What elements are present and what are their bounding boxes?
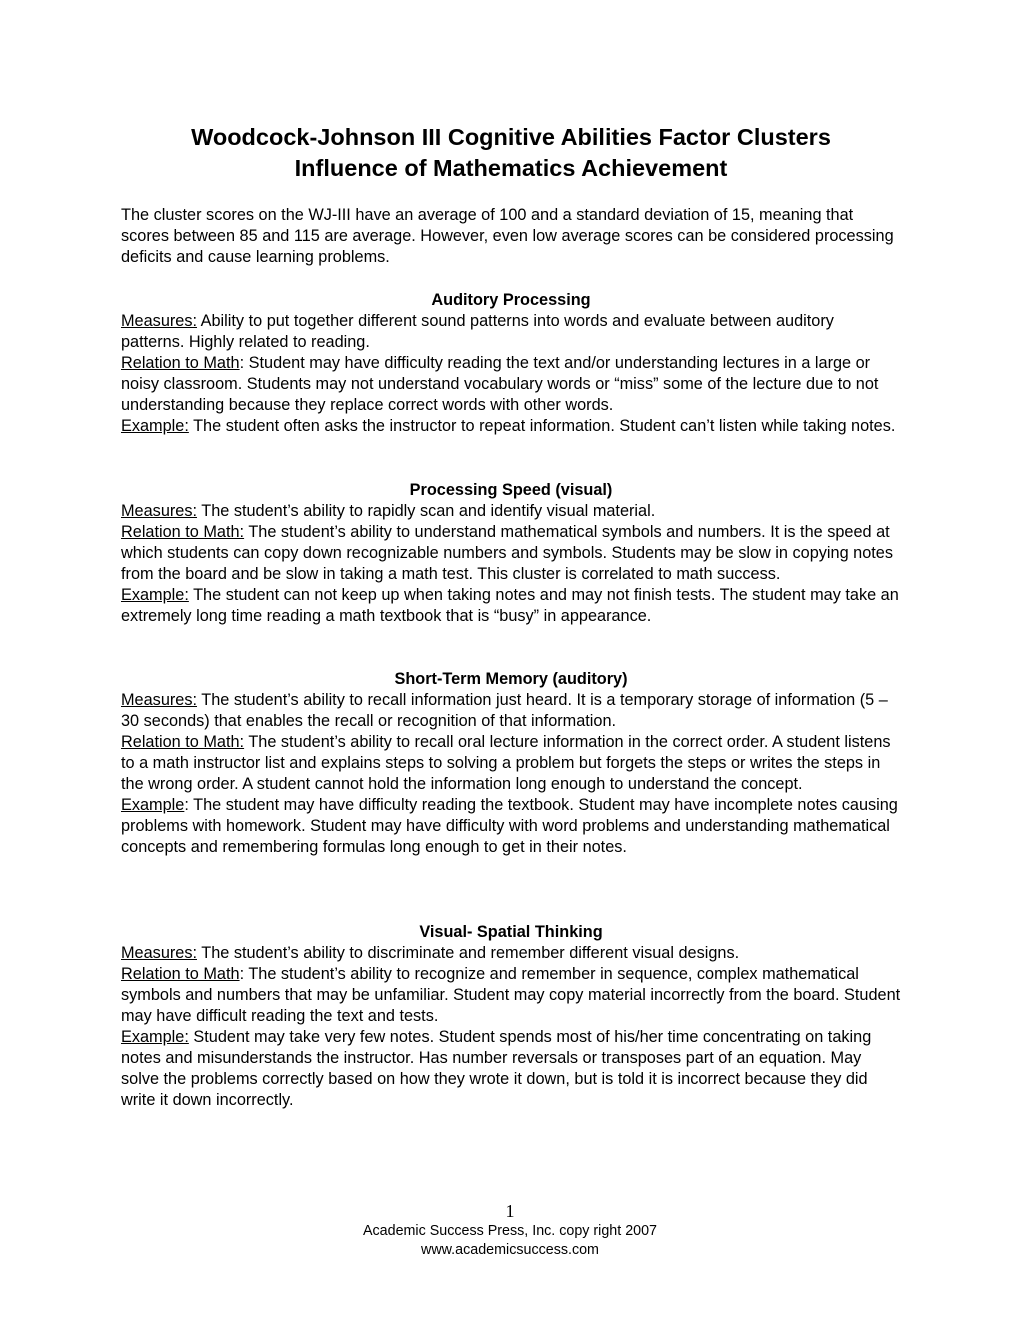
- relation-text: The student’s ability to recognize and remember in sequence, complex mathematical symbols and numbers that may be unfamiliar. Student may copy material incorrectly from the board. Student may have difficult reading the text and tests.: [121, 965, 901, 1025]
- page-footer: [0, 1200, 1020, 1260]
- section-auditory-processing: [121, 290, 901, 437]
- relation-text: Student may have difficulty reading the text and/or understanding lectures in a large or noisy classroom. Students may not understand vocabulary words or “miss” some of the lecture due to not understanding because they replace correct words with other words.: [121, 354, 879, 414]
- example-paragraph: [121, 1027, 901, 1111]
- section-title: Processing Speed (visual): [409, 481, 613, 499]
- relation-text: The student’s ability to understand mathematical symbols and numbers. It is the speed at which students can copy down recognizable numbers and symbols. Students may be slow in copying notes from the board and be slow in taking a math test. This cluster is correlated to math success.: [121, 523, 893, 583]
- example-text: The student often asks the instructor to repeat information. Student can’t listen while taking notes.: [193, 417, 896, 435]
- relation-text: The student’s ability to recall oral lecture information in the correct order. A student listens to a math instructor list and explains steps to solving a problem but forgets the steps or writes the steps in the wrong order. A student cannot hold the information long enough to understand the concept.: [121, 733, 891, 793]
- website-line: www.academicsuccess.com: [421, 1242, 599, 1258]
- example-text: The student can not keep up when taking notes and may not finish tests. The student may take an extremely long time reading a math textbook that is “busy” in appearance.: [121, 586, 899, 625]
- section-processing-speed: [121, 480, 901, 627]
- example-paragraph: Example: The student may have difficulty reading the textbook. Student may have incomplete notes causing problems with homework. Student may have difficulty with word problems and understanding mathematical concepts and remembering formulas long enough to get in their notes.: [121, 796, 898, 856]
- example-text: Student may take very few notes. Student spends most of his/her time concentrating on taking notes and misunderstands the instructor. Has number reversals or transposes part of an equation. May solve the problems correctly based on how they wrote it down, but is told it is incorrect because they did write it down incorrectly.: [121, 1028, 872, 1109]
- relation-label: Relation to Math: [121, 354, 240, 372]
- relation-paragraph: Relation to Math: Student may have difficulty reading the text and/or understanding lectures in a large or noisy classroom. Students may not understand vocabulary words or “miss” some of the lecture due to not understanding because they replace correct words with other words.: [121, 354, 879, 414]
- example-paragraph: [121, 416, 901, 437]
- document-title: [121, 122, 901, 184]
- relation-paragraph: [121, 522, 901, 585]
- relation-label: Relation to Math: [121, 965, 240, 983]
- measures-text: The student’s ability to recall information just heard. It is a temporary storage of information (5 – 30 seconds) that enables the recall or recognition of that information.: [121, 691, 888, 730]
- copyright-line: Academic Success Press, Inc. copy right 2007: [362, 1223, 657, 1239]
- measures-label: Measures:: [121, 691, 198, 709]
- example-label: Example:: [121, 417, 189, 435]
- relation-paragraph: [121, 732, 901, 795]
- title-line-1: Woodcock-Johnson III Cognitive Abilities Factor Clusters: [191, 124, 831, 150]
- example-label: Example:: [121, 586, 189, 604]
- measures-label: Measures:: [121, 502, 198, 520]
- section-title: Short-Term Memory (auditory): [394, 670, 628, 688]
- measures-paragraph: [121, 943, 901, 964]
- measures-label: Measures:: [121, 312, 198, 330]
- section-title: Auditory Processing: [431, 291, 591, 309]
- measures-paragraph: [121, 311, 901, 353]
- example-label: Example: [121, 796, 185, 814]
- measures-text: Ability to put together different sound patterns into words and evaluate between auditory patterns. Highly related to reading.: [121, 312, 834, 351]
- example-label: Example:: [121, 1028, 189, 1046]
- intro-paragraph: The cluster scores on the WJ-III have an average of 100 and a standard deviation of 15, meaning that scores between 85 and 115 are average. However, even low average scores can be considered processing deficits and cause learning problems.: [121, 206, 894, 266]
- measures-text: The student’s ability to discriminate and remember different visual designs.: [201, 944, 740, 962]
- measures-text: The student’s ability to rapidly scan and identify visual material.: [201, 502, 656, 520]
- section-short-term-memory: [121, 669, 901, 858]
- section-visual-spatial-thinking: [121, 922, 901, 1111]
- title-line-2: Influence of Mathematics Achievement: [294, 155, 728, 181]
- example-text: The student may have difficulty reading the textbook. Student may have incomplete notes causing problems with homework. Student may have difficulty with word problems and understanding mathematical concepts and remembering formulas long enough to get in their notes.: [121, 796, 898, 856]
- section-title: Visual- Spatial Thinking: [419, 923, 603, 941]
- measures-paragraph: [121, 501, 901, 522]
- relation-label: Relation to Math:: [121, 733, 245, 751]
- example-paragraph: [121, 585, 901, 627]
- relation-label: Relation to Math:: [121, 523, 245, 541]
- measures-label: Measures:: [121, 944, 198, 962]
- page-number: 1: [505, 1201, 515, 1221]
- measures-paragraph: [121, 690, 901, 732]
- relation-paragraph: Relation to Math: The student’s ability to recognize and remember in sequence, complex mathematical symbols and numbers that may be unfamiliar. Student may copy material incorrectly from the board. Student may have difficult reading the text and tests.: [121, 965, 901, 1025]
